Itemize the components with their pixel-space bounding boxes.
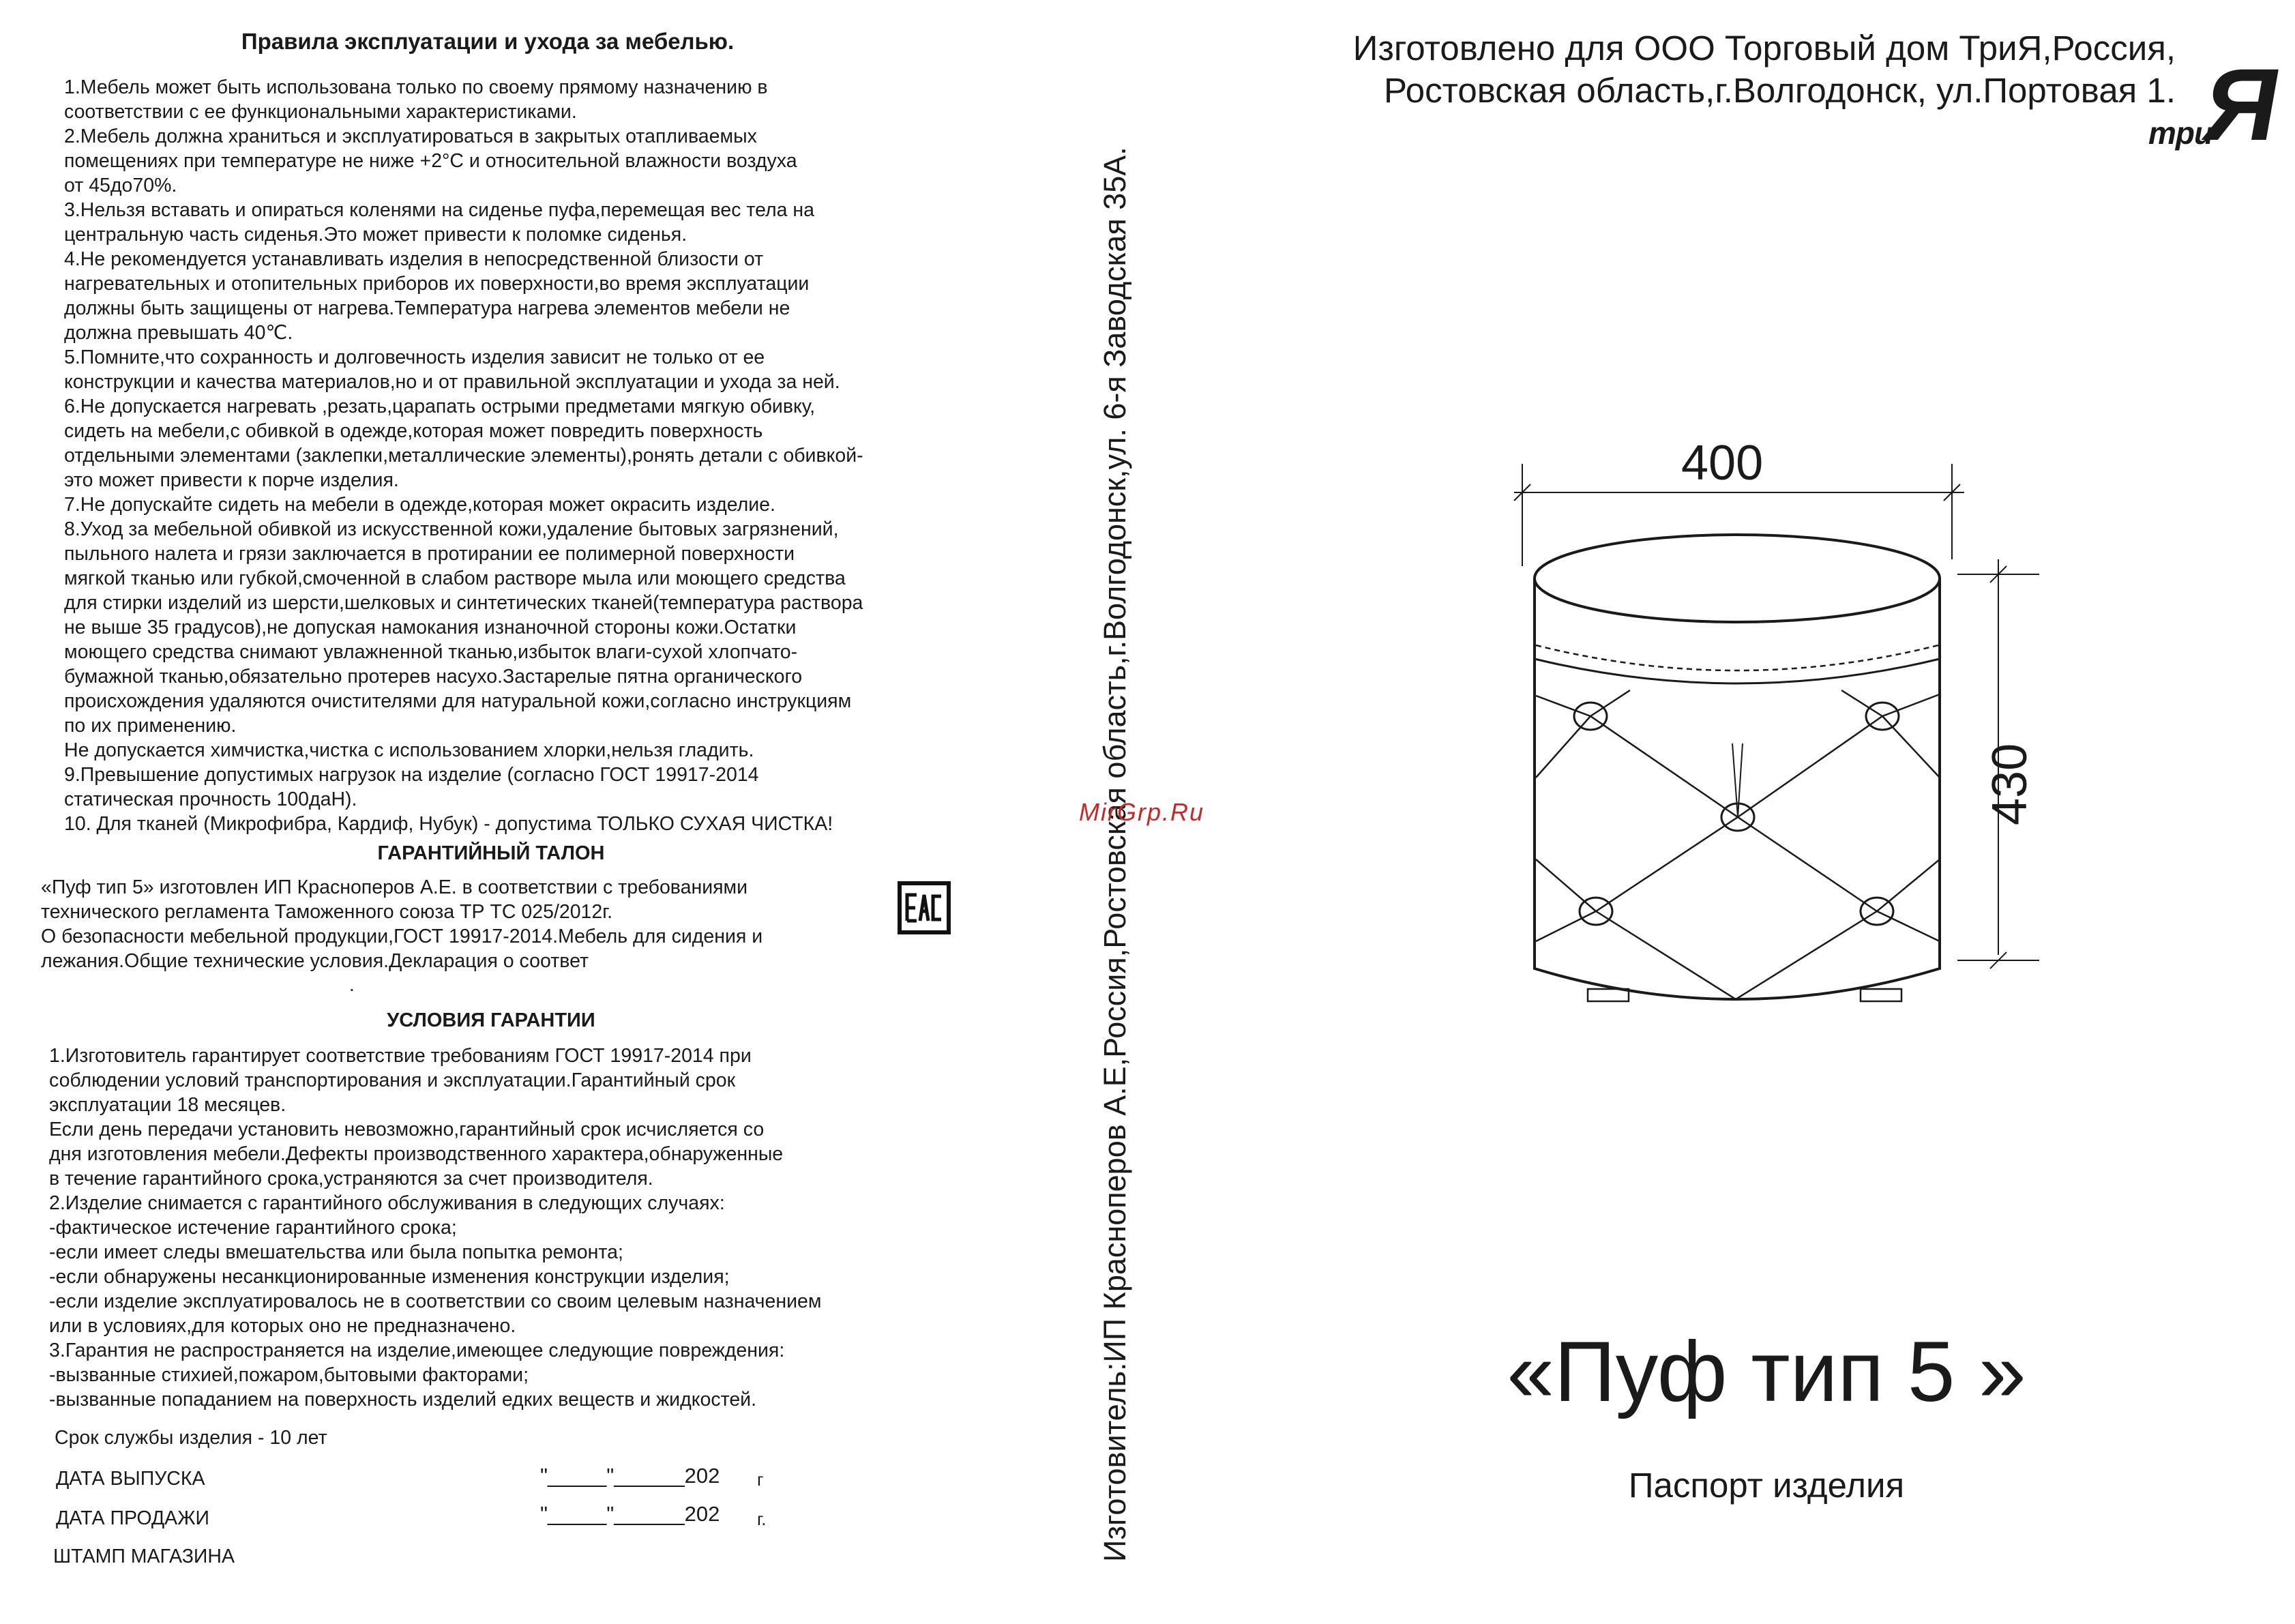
rules-line: по их применению. — [64, 715, 237, 737]
pouf-foot-right — [1861, 989, 1901, 1001]
conditions-line: -если обнаружены несанкционированные изменения конструкции изделия; — [49, 1266, 730, 1288]
logo-letter: Я — [2195, 47, 2290, 162]
rules-line: нагревательных и отопительных приборов их поверхности,во время эксплуатации — [64, 273, 810, 295]
sale-date-label: ДАТА ПРОДАЖИ — [56, 1507, 209, 1529]
rules-line: центральную часть сиденья.Это может привести к поломке сиденья. — [64, 224, 687, 246]
conditions-title: УСЛОВИЯ ГАРАНТИИ — [387, 1009, 595, 1031]
rules-line: конструкции и качества материалов,но и от правильной эксплуатации и ухода за ней. — [64, 371, 840, 393]
warranty-line: лежания.Общие технические условия.Декларация о соответ — [41, 950, 589, 972]
conditions-line: 2.Изделие снимается с гарантийного обслуживания в следующих случаях: — [49, 1192, 725, 1214]
rules-body — [64, 75, 978, 836]
warranty-line: «Пуф тип 5» изготовлен ИП Красноперов А.Е. в соответствии с требованиями — [41, 876, 748, 898]
conditions-line: 1.Изготовитель гарантирует соответствие требованиям ГОСТ 19917-2014 при — [49, 1045, 752, 1067]
rules-line: соответствии с ее функциональными характеристиками. — [64, 101, 577, 123]
release-date-suffix: г — [757, 1469, 764, 1490]
service-life: Срок службы изделия - 10 лет — [55, 1427, 327, 1449]
maker-line-2: Ростовская область,г.Волгодонск, ул.Портовая 1. — [1383, 71, 2176, 110]
shop-stamp-label: ШТАМП МАГАЗИНА — [53, 1546, 235, 1567]
eac-mark — [898, 881, 951, 934]
trya-logo — [2148, 47, 2290, 162]
conditions-line: эксплуатации 18 месяцев. — [49, 1094, 286, 1116]
conditions-body — [49, 1044, 936, 1412]
conditions-line: или в условиях,для которых оно не предназначено. — [49, 1315, 516, 1337]
rules-line: 3.Нельзя вставать и опираться коленями на сиденье пуфа,перемещая вес тела на — [64, 199, 815, 221]
sale-date-field[interactable]: "_____"______202 — [540, 1502, 720, 1526]
release-date-field[interactable]: "_____"______202 — [540, 1464, 720, 1488]
rules-line: от 45до70%. — [64, 175, 177, 196]
rules-line: 10. Для тканей (Микрофибра, Кардиф, Нубук) - допустима ТОЛЬКО СУХАЯ ЧИСТКА! — [64, 813, 833, 835]
rules-line: это может привести к порче изделия. — [64, 469, 399, 491]
warranty-line: технического регламента Таможенного союза ТР ТС 025/2012г. — [41, 901, 613, 923]
rules-line: моющего средства снимают увлажненной тканью,избыток влаги-сухой хлопчато- — [64, 641, 798, 663]
rules-line: Не допускается химчистка,чистка с использованием хлорки,нельзя гладить. — [64, 739, 754, 761]
conditions-line: 3.Гарантия не распространяется на изделие,имеющее следующие повреждения: — [49, 1340, 785, 1361]
conditions-line: -если имеет следы вмешательства или была попытка ремонта; — [49, 1241, 623, 1263]
release-date-label: ДАТА ВЫПУСКА — [56, 1468, 205, 1490]
eac-mark-icon — [898, 881, 951, 934]
rules-line: 2.Мебель должна храниться и эксплуатироваться в закрытых отапливаемых — [64, 126, 757, 147]
logo-text: три — [2148, 115, 2213, 151]
conditions-line: -если изделие эксплуатировалось не в соответствии со своим целевым назначением — [49, 1290, 822, 1312]
rules-line: пыльного налета и грязи заключается в протирании ее полимерной поверхности — [64, 543, 795, 565]
rules-line: 8.Уход за мебельной обивкой из искусственной кожи,удаление бытовых загрязнений, — [64, 518, 839, 540]
rules-line: 1.Мебель может быть использована только по своему прямому назначению в — [64, 76, 768, 98]
conditions-line: -вызванные стихией,пожаром,бытовыми факторами; — [49, 1364, 529, 1386]
maker-line-1: Изготовлено для ООО Торговый дом ТриЯ,Россия, — [1352, 29, 2176, 68]
pouf-foot-left — [1588, 989, 1629, 1001]
maker-info — [1159, 27, 2176, 112]
sale-date-suffix: г. — [757, 1509, 767, 1529]
rules-line: для стирки изделий из шерсти,шелковых и синтетических тканей(температура раствора — [64, 592, 863, 614]
rules-line: 5.Помните,что сохранность и долговечность изделия зависит не только от ее — [64, 346, 765, 368]
rules-line: не выше 35 градусов),не допуская намокания изнаночной стороны кожи.Остатки — [64, 617, 797, 638]
rules-line: бумажной тканью,обязательно протерев насухо.Застарелые пятна органического — [64, 666, 803, 688]
rules-line: 9.Превышение допустимых нагрузок на изделие (согласно ГОСТ 19917-2014 — [64, 764, 759, 786]
conditions-line: в течение гарантийного срока,устраняются за счет производителя. — [49, 1168, 653, 1190]
width-label: 400 — [1681, 436, 1764, 490]
product-subtitle: Паспорт изделия — [1628, 1466, 1905, 1505]
rules-line: должна превышать 40℃. — [64, 322, 293, 344]
rules-line: статическая прочность 100даН). — [64, 788, 357, 810]
rules-line: помещениях при температуре не ниже +2°С и относительной влажности воздуха — [64, 150, 797, 172]
conditions-line: -фактическое истечение гарантийного срока; — [49, 1217, 457, 1239]
conditions-line: Если день передачи установить невозможно,гарантийный срок исчисляется со — [49, 1119, 765, 1140]
rules-title: Правила эксплуатации и ухода за мебелью. — [241, 29, 735, 54]
rules-line: 7.Не допускайте сидеть на мебели в одежде,которая может окрасить изделие. — [64, 494, 775, 516]
rules-line: 6.Не допускается нагревать ,резать,царапать острыми предметами мягкую обивку, — [64, 396, 816, 417]
rules-line: происхождения удаляются очистителями для натуральной кожи,согласно инструкциям — [64, 690, 852, 712]
pouf-stitch — [1536, 645, 1938, 670]
height-label: 430 — [1983, 743, 2037, 825]
pouf-top — [1535, 535, 1940, 622]
rules-line: мягкой тканью или губкой,смоченной в слабом растворе мыла или моющего средства — [64, 567, 846, 589]
rules-line: 4.Не рекомендуется устанавливать изделия в непосредственной близости от — [64, 248, 764, 270]
conditions-line: соблюдении условий транспортирования и эксплуатации.Гарантийный срок — [49, 1069, 736, 1091]
pouf-body — [1535, 578, 1940, 999]
rules-line: сидеть на мебели,с обивкой в одежде,которая может повредить поверхность — [64, 420, 763, 442]
conditions-line: дня изготовления мебели.Дефекты производственного характера,обнаруженные — [49, 1143, 784, 1165]
conditions-line: -вызванные попаданием на поверхность изделий едких веществ и жидкостей. — [49, 1389, 757, 1411]
warranty-body — [41, 875, 887, 973]
warranty-dot: . — [349, 974, 355, 995]
warranty-line: О безопасности мебельной продукции,ГОСТ 19917-2014.Мебель для сидения и — [41, 926, 763, 947]
pouf-drawing — [1487, 423, 2073, 1037]
product-title: «Пуф тип 5 » — [1507, 1325, 2026, 1419]
watermark: MirGrp.Ru — [1079, 798, 1205, 826]
warranty-title: ГАРАНТИЙНЫЙ ТАЛОН — [377, 842, 605, 864]
rules-line: отдельными элементами (заклепки,металлические элементы),ронять детали с обивкой- — [64, 445, 863, 467]
manufacturer-spine-text: Изготовитель:ИП Красноперов А.Е,Россия,Ростовская область,г.Волгодонск,ул. 6-я Заводская 35А. — [1097, 147, 1132, 1562]
rules-line: должны быть защищены от нагрева.Температура нагрева элементов мебели не — [64, 297, 790, 319]
